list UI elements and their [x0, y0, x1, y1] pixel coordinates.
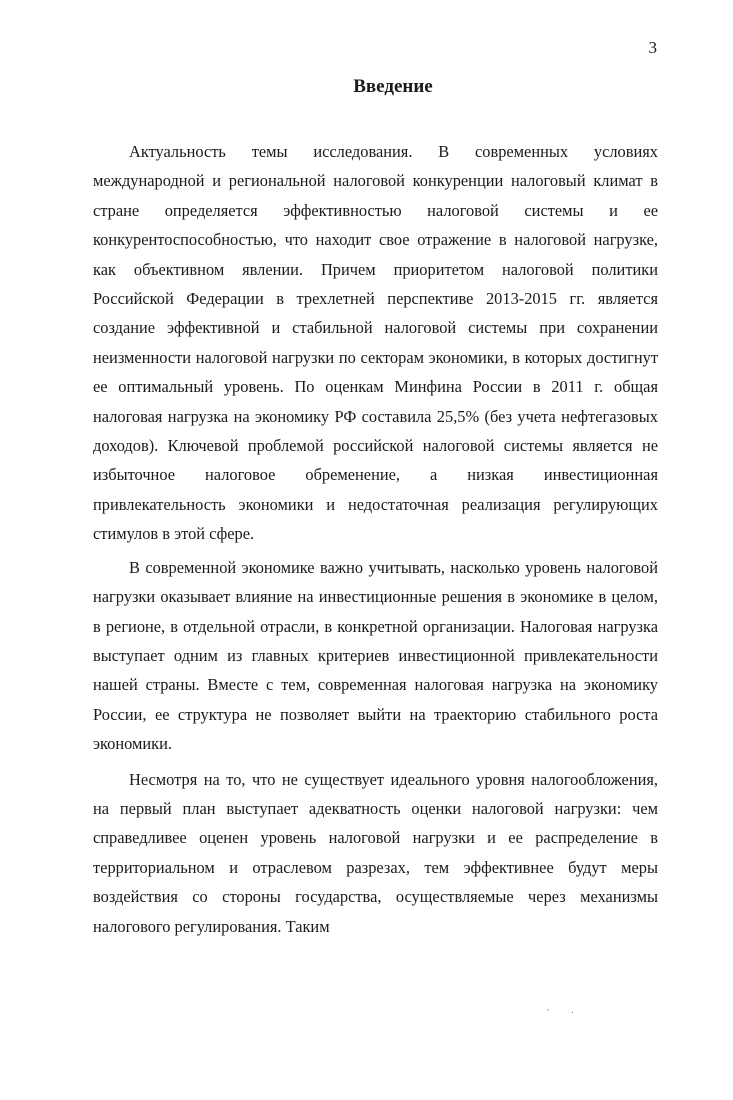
scan-artifact-marks: '· — [547, 1008, 597, 1019]
page-title: Введение — [353, 76, 433, 97]
page-number: 3 — [648, 38, 657, 57]
paragraph-investment-influence: В современной экономике важно учитывать, насколько уровень налоговой нагрузки оказывает влияние на инвестиционные решения в экономике в целом, в регионе, в отдельной отрасли, в конкретной организации. Налоговая нагрузка выступает одним из главных критериев инвестиционной привлекательности нашей страны. Вместе с тем, современная налоговая нагрузка на экономику России, ее структура не позволяет выйти на траекторию стабильного роста экономики. — [93, 557, 658, 754]
paragraph-tax-burden-assessment: Несмотря на то, что не существует идеального уровня налогообложения, на первый план выступает адекватность оценки налоговой нагрузки: чем справедливее оценен уровень налоговой нагрузки и ее распределение в территориальном и отраслевом разрезах, тем эффективнее будут меры воздействия со стороны государства, осуществляемые через механизмы налогового регулирования. Таким — [93, 769, 658, 936]
document-body — [93, 137, 658, 941]
paragraph-relevance: Актуальность темы исследования. В современных условиях международной и региональной налоговой конкуренции налоговый климат в стране определяется эффективностью налоговой системы и ее конкурентоспособностью, что находит свое отражение в налоговой нагрузке, как объективном явлении. Причем приоритетом налоговой политики Российской Федерации в трехлетней перспективе 2013-2015 гг. является создание эффективной и стабильной налоговой системы при сохранении неизменности налоговой нагрузки по секторам экономики, в которых достигнут ее оптимальный уровень. По оценкам Минфина России в 2011 г. общая налоговая нагрузка на экономику РФ составила 25,5% (без учета нефтегазовых доходов). Ключевой проблемой российской налоговой системы является не избыточное налоговое обременение, а низкая инвестиционная привлекательность экономики и недостаточная реализация регулирующих стимулов в этой сфере. — [93, 142, 658, 544]
